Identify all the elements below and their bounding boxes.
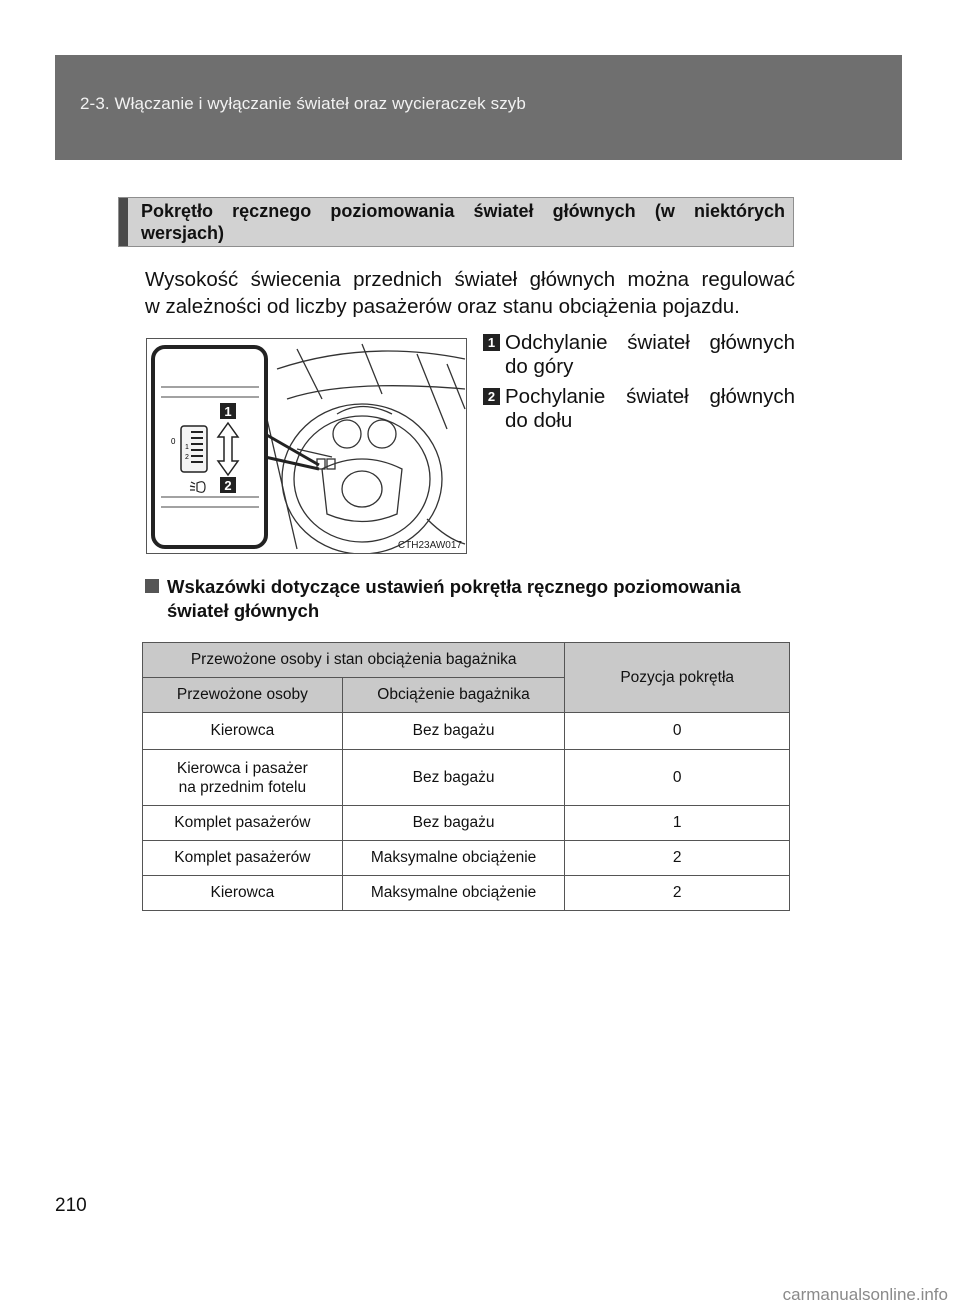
- cell-load: Maksymalne obciążenie: [342, 876, 565, 911]
- cell-position: 1: [565, 806, 790, 841]
- figure-code: CTH23AW017: [397, 540, 462, 551]
- cell-passengers: Kierowca: [143, 713, 343, 750]
- legend-1-word-b: świateł: [627, 331, 690, 354]
- intro-line-2: w zależności od liczby pasażerów oraz stanu obciążenia pojazdu.: [145, 295, 740, 318]
- cell-load: Bez bagażu: [342, 750, 565, 806]
- cell-passengers-line-1: Kierowca i pasażer: [176, 759, 308, 777]
- dial-position-table: [142, 642, 790, 911]
- legend-1-line2: do góry: [505, 355, 574, 378]
- section-title-box: [118, 197, 794, 247]
- dial-mark-1: 1: [185, 444, 189, 451]
- intro-line-1: Wysokość świecenia przednich świateł głównych można regulować: [145, 268, 795, 291]
- watermark: carmanualsonline.info: [782, 1285, 948, 1304]
- cell-passengers: Komplet pasażerów: [143, 841, 343, 876]
- dashboard-illustration: [146, 338, 467, 554]
- cell-load: Bez bagażu: [342, 713, 565, 750]
- legend-1-word-a: Odchylanie: [505, 331, 608, 354]
- page-number: 210: [55, 1195, 87, 1216]
- table-header-position: Pozycja pokrętła: [565, 643, 790, 713]
- table-group-header: Przewożone osoby i stan obciążenia bagażnika: [143, 643, 565, 678]
- table-header-load: Obciążenie bagażnika: [342, 678, 565, 713]
- tips-heading-line-1: Wskazówki dotyczące ustawień pokrętła ręcznego poziomowania: [167, 576, 741, 597]
- cell-passengers: Komplet pasażerów: [143, 806, 343, 841]
- cell-passengers-line-2: na przednim fotelu: [178, 778, 307, 796]
- table-row: [143, 750, 790, 806]
- inset-panel: [153, 347, 266, 547]
- table-header-passengers: Przewożone osoby: [143, 678, 343, 713]
- cell-passengers: [143, 750, 343, 806]
- table-row: [143, 713, 790, 750]
- dashboard-drawing: [147, 339, 466, 553]
- cell-passengers: Kierowca: [143, 876, 343, 911]
- legend-1-word-c: głównych: [709, 331, 795, 354]
- cell-position: 0: [565, 750, 790, 806]
- tips-heading-line-2: świateł głównych: [167, 600, 320, 621]
- cell-position: 2: [565, 841, 790, 876]
- legend-2-line2: do dołu: [505, 409, 573, 432]
- legend-2-word-a: Pochylanie: [505, 385, 606, 408]
- title-accent-bar: [119, 198, 128, 246]
- section-title: Pokrętło ręcznego poziomowania świateł głównych (w niektórych wersjach): [141, 201, 785, 243]
- table-row: [143, 841, 790, 876]
- table-row: [143, 806, 790, 841]
- section-header: 2-3. Włączanie i wyłączanie świateł oraz wycieraczek szyb: [80, 94, 526, 113]
- dial-mark-0: 0: [171, 437, 176, 446]
- cell-position: 2: [565, 876, 790, 911]
- legend-num-2: 2: [483, 388, 500, 405]
- cell-load: Maksymalne obciążenie: [342, 841, 565, 876]
- dial-mark-2: 2: [185, 454, 189, 461]
- cell-load: Bez bagażu: [342, 806, 565, 841]
- table-row: [143, 876, 790, 911]
- cell-position: 0: [565, 713, 790, 750]
- legend-num-1: 1: [483, 334, 500, 351]
- callout-1: 1: [224, 404, 232, 419]
- legend-2-word-b: świateł: [626, 385, 689, 408]
- intro-paragraph: [145, 266, 795, 320]
- legend-2-word-c: głównych: [709, 385, 795, 408]
- bullet-square-icon: [145, 579, 159, 593]
- callout-2: 2: [224, 478, 232, 493]
